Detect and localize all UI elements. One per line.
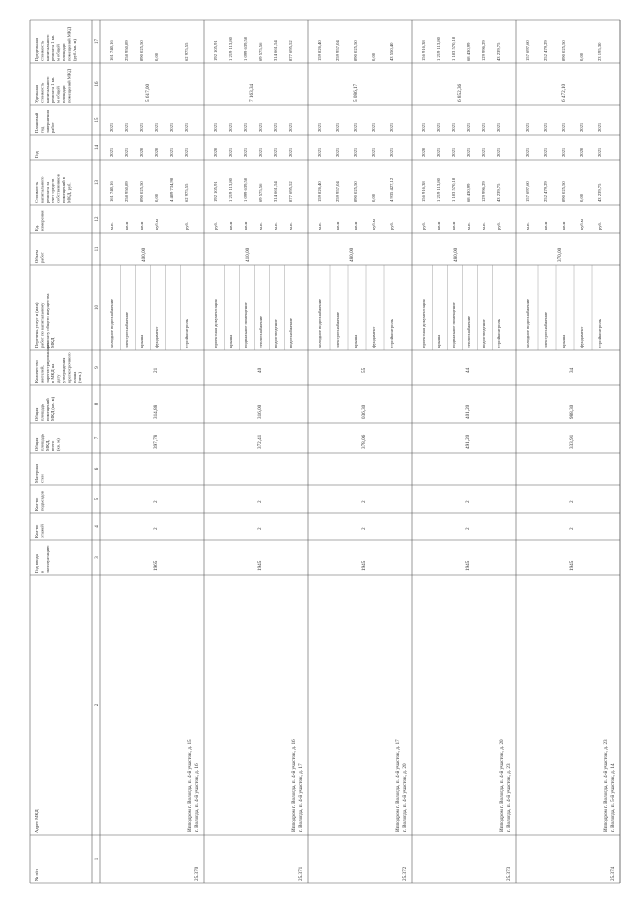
work-unit: кв.м [228, 221, 233, 230]
work-unit: кв.м [139, 221, 144, 230]
work-cost: 4 409 734,98 [169, 177, 174, 202]
work-plan-year: 2021 [353, 122, 358, 132]
row-year: 1945 [257, 560, 264, 571]
work-plan-year: 2021 [371, 122, 376, 132]
row-area-total: 372,41 [257, 434, 264, 449]
row-unit-cost: 7 163,34 [249, 83, 256, 102]
header-c11: Объемработ [34, 250, 45, 263]
row-year: 1965 [153, 560, 160, 571]
header-c6: Материалстен [34, 463, 45, 483]
row-unit-cost: 6 472,10 [561, 83, 568, 102]
work-plan-year: 2021 [317, 122, 322, 132]
work-cost: 69 575,56 [258, 183, 263, 202]
work-name: проектная документация [213, 299, 218, 348]
row-unit-cost: 5 617,00 [145, 83, 152, 102]
row-area-rooms: 036,30 [361, 404, 368, 419]
row-area-rooms: 314,88 [153, 404, 160, 419]
work-plan-year: 2021 [124, 122, 129, 132]
work-name: крыша [139, 334, 144, 348]
row-number: 25.372 [402, 866, 408, 881]
work-unit: кв.м [451, 221, 456, 230]
work-plan-year: 2021 [496, 122, 501, 132]
work-cost: 890 025,50 [139, 181, 144, 202]
column-number: 4 [95, 525, 100, 528]
work-name: электроснабжение [543, 311, 548, 348]
row-area-rooms: 988,30 [569, 404, 576, 419]
header-c16: Удельнаястоимостькапитальногоремонта 1 кв.м общейплощадипомещений МКД [34, 69, 72, 103]
work-cost: 0,00 [579, 193, 584, 202]
work-limit: 890 025,50 [353, 40, 358, 61]
work-year: 2020 [579, 147, 584, 157]
work-limit: 156 916,38 [421, 40, 426, 61]
row-address-alt: г. Вологда, п. 4-й участок, д. 20 [402, 763, 408, 832]
column-number: 15 [95, 117, 100, 123]
work-name: подвальное помещение [243, 302, 248, 348]
column-number: 14 [95, 145, 100, 150]
work-name: фундамент [154, 326, 159, 348]
work-cost: 1 219 113,80 [436, 178, 441, 202]
work-unit: м.п. [525, 222, 530, 230]
row-entrances: 2 [153, 500, 160, 503]
work-unit: куб.м [371, 219, 376, 230]
work-unit: м.п. [258, 222, 263, 230]
work-cost: 4 935 427,12 [389, 177, 394, 202]
row-address-alt: г. Вологда, п. 5-й участок, д. 14 [610, 763, 616, 832]
work-plan-year: 2021 [436, 122, 441, 132]
column-number: 1 [95, 857, 100, 861]
work-cost: 62 975,55 [184, 183, 189, 202]
work-plan-year: 2021 [109, 122, 114, 132]
row-floors: 2 [153, 527, 160, 530]
work-name: теплоснабжение [466, 315, 471, 348]
column-number: 6 [95, 467, 100, 471]
work-limit: 877 695,52 [288, 40, 293, 61]
work-year: 2020 [421, 147, 426, 157]
work-limit: 0,00 [579, 52, 584, 61]
work-cost: 258 950,89 [124, 181, 129, 202]
row-year: 1945 [361, 560, 368, 571]
work-limit: 890 025,50 [561, 40, 566, 61]
work-name: холодное водоснабжение [525, 298, 530, 348]
header-c12: Ед.измерения [34, 210, 45, 231]
work-plan-year: 2021 [228, 122, 233, 132]
work-name: фундамент [579, 326, 584, 348]
work-year: 2021 [525, 147, 530, 157]
work-plan-year: 2021 [273, 122, 278, 132]
work-name: стройконтроль [496, 319, 501, 348]
row-floors: 2 [257, 527, 264, 530]
row-area-total: 378,06 [361, 434, 368, 449]
work-unit: руб. [421, 222, 426, 230]
row-year: 1945 [569, 560, 576, 571]
work-unit: кв.м [335, 221, 340, 230]
work-plan-year: 2021 [451, 122, 456, 132]
work-limit: 43 239,75 [496, 42, 501, 61]
work-year: 2021 [451, 147, 456, 157]
row-number: 25.374 [610, 866, 616, 881]
work-year: 2021 [243, 147, 248, 157]
work-limit: 0,00 [371, 52, 376, 61]
work-plan-year: 2021 [525, 122, 530, 132]
work-plan-year: 2021 [597, 122, 602, 132]
work-limit: 1 219 113,80 [228, 37, 233, 61]
header-c1: № п/п [34, 869, 39, 881]
column-number: 16 [95, 81, 100, 87]
work-unit: руб. [213, 222, 218, 230]
work-limit: 23 195,30 [597, 42, 602, 61]
row-area-rooms: 316,00 [257, 404, 264, 419]
work-year: 2021 [353, 147, 358, 157]
work-unit: куб.м [579, 219, 584, 230]
column-number: 17 [95, 39, 100, 44]
work-name: стройконтроль [389, 319, 394, 348]
work-unit: куб.м [154, 219, 159, 230]
column-number: 3 [95, 556, 100, 559]
column-number: 10 [95, 305, 100, 310]
work-cost: 0,00 [154, 193, 159, 202]
work-limit: 161 740,16 [109, 40, 114, 61]
work-limit: 1 099 639,50 [243, 36, 248, 61]
work-limit: 252 479,29 [543, 40, 548, 61]
work-unit: руб. [184, 222, 189, 230]
row-year: 1945 [465, 560, 472, 571]
work-plan-year: 2021 [466, 122, 471, 132]
work-name: электроснабжение [124, 311, 129, 348]
header-c5: Кол-воподъездов [34, 491, 45, 511]
header-c8: ОбщаяплощадьпомещенийМКД (кв. м) [34, 396, 56, 421]
work-name: стройконтроль [184, 319, 189, 348]
work-cost: 161 740,16 [109, 181, 114, 202]
row-number: 25.370 [194, 866, 200, 881]
work-unit: кв.м [543, 221, 548, 230]
work-plan-year: 2021 [154, 122, 159, 132]
work-plan-year: 2021 [543, 122, 548, 132]
work-name: холодное водоснабжение [317, 298, 322, 348]
work-unit: кв.м [243, 221, 248, 230]
work-limit: 43 550,40 [389, 42, 394, 61]
column-number: 9 [95, 366, 100, 369]
work-unit: м.п. [317, 222, 322, 230]
header-c7: ОбщаяплощадьМКД,всего(кв. м) [34, 433, 61, 451]
row-area-total: 491,20 [465, 434, 472, 449]
header-c9: Количествожителей,зарегистрированныхв МКД надатуутверждениякраткосрочногоплана(чел.) [34, 342, 83, 383]
work-cost: 0,00 [371, 193, 376, 202]
work-year: 2021 [496, 147, 501, 157]
work-year: 2021 [169, 147, 174, 157]
row-volume: 480,00 [349, 247, 356, 262]
header-c2: Адрес МКД [34, 809, 39, 833]
work-year: 2021 [228, 147, 233, 157]
column-number: 8 [95, 402, 100, 406]
work-name: водоотведение [273, 319, 278, 348]
work-limit: 157 697,60 [525, 40, 530, 61]
work-cost: 259 957,04 [335, 181, 340, 202]
work-plan-year: 2021 [579, 122, 584, 132]
work-year: 2021 [258, 147, 263, 157]
work-year: 2021 [371, 147, 376, 157]
work-name: водоснабжение [288, 318, 293, 348]
work-limit: 129 996,29 [481, 40, 486, 61]
work-cost: 890 025,50 [353, 181, 358, 202]
work-plan-year: 2021 [389, 122, 394, 132]
row-entrances: 2 [465, 500, 472, 503]
work-year: 2021 [597, 147, 602, 157]
header-c15: Плановыйгодзавершенияработ [34, 110, 56, 133]
work-plan-year: 2021 [184, 122, 189, 132]
work-unit: м.п. [466, 222, 471, 230]
work-year: 2021 [288, 147, 293, 157]
work-cost: 1 219 113,80 [228, 178, 233, 202]
column-number: 2 [95, 703, 100, 707]
work-name: теплоснабжение [258, 315, 263, 348]
column-number: 11 [95, 246, 100, 252]
work-plan-year: 2021 [213, 122, 218, 132]
work-unit: м.п. [288, 222, 293, 230]
row-address-alt: г. Вологда, п. 4-й участок, д. 16 [194, 763, 200, 832]
row-address: Ипподром г. Вологда, п. 4-й участок, д. 17 [395, 739, 401, 832]
work-cost: 43 239,75 [496, 183, 501, 202]
work-year: 2021 [389, 147, 394, 157]
work-year: 2021 [543, 147, 548, 157]
work-cost: 159 826,40 [317, 181, 322, 202]
row-unit-cost: 6 852,36 [457, 83, 464, 102]
column-number: 5 [95, 497, 100, 501]
work-plan-year: 2021 [288, 122, 293, 132]
work-limit: 259 957,04 [335, 40, 340, 61]
work-cost: 252 479,29 [543, 181, 548, 202]
work-unit: м.п. [109, 222, 114, 230]
work-cost: 156 916,38 [421, 181, 426, 202]
work-name: подвальное помещение [451, 302, 456, 348]
work-cost: 890 025,50 [561, 181, 566, 202]
row-address: Ипподром г. Вологда, п. 4-й участок, д. 15 [187, 739, 193, 832]
row-address-alt: г. Вологда, п. 4-й участок, д. 17 [298, 763, 304, 832]
work-name: холодное водоснабжение [109, 298, 114, 348]
work-unit: кв.м [124, 221, 129, 230]
row-number: 25.371 [298, 866, 304, 881]
work-limit: 192 105,91 [213, 40, 218, 61]
row-number: 25.373 [506, 866, 512, 881]
header-c4: Кол-воэтажей [34, 524, 45, 538]
work-limit: 68 430,99 [466, 42, 471, 61]
work-plan-year: 2021 [335, 122, 340, 132]
work-limit: 890 025,50 [139, 40, 144, 61]
row-residents: 34 [569, 367, 576, 373]
work-limit: 314 661,54 [273, 40, 278, 61]
work-name: электроснабжение [335, 311, 340, 348]
work-year: 2020 [213, 147, 218, 157]
capital-repair-table [30, 20, 620, 883]
work-name: крыша [561, 334, 566, 348]
column-number: 7 [95, 436, 100, 440]
work-limit: 69 575,56 [258, 42, 263, 61]
column-number: 12 [95, 216, 100, 222]
work-name: водоотведение [481, 319, 486, 348]
row-address: Ипподром г. Вологда, п. 4-й участок, д. 20 [499, 739, 505, 832]
work-year: 2021 [561, 147, 566, 157]
row-area-total: 333,91 [569, 434, 576, 449]
work-year: 2021 [335, 147, 340, 157]
work-unit: м.п. [481, 222, 486, 230]
work-unit: м.п. [273, 222, 278, 230]
work-plan-year: 2021 [169, 122, 174, 132]
work-name: крыша [228, 334, 233, 348]
work-year: 2021 [273, 147, 278, 157]
work-unit: руб. [389, 222, 394, 230]
row-entrances: 2 [361, 500, 368, 503]
work-cost: 43 239,75 [597, 183, 602, 202]
work-unit: руб. [597, 222, 602, 230]
work-limit: 258 950,89 [124, 40, 129, 61]
work-year: 2021 [317, 147, 322, 157]
work-cost: 314 661,54 [273, 181, 278, 202]
row-floors: 2 [465, 527, 472, 530]
row-address-alt: г. Вологда, п. 4-й участок, д. 23 [506, 763, 512, 832]
header-c17: Предельнаястоимостькапитальногоремонта 1 кв.м общейплощадипомещений МКД(руб./кв. м) [34, 27, 77, 61]
work-cost: 192 105,91 [213, 181, 218, 202]
row-area-total: 397,78 [153, 434, 160, 449]
work-name: крыша [353, 334, 358, 348]
row-entrances: 2 [569, 500, 576, 503]
work-year: 2021 [466, 147, 471, 157]
row-floors: 2 [361, 527, 368, 530]
work-unit: кв.м [436, 221, 441, 230]
work-limit: 159 826,40 [317, 40, 322, 61]
work-cost: 157 697,60 [525, 181, 530, 202]
header-c10: Перечень услуг и (или)работ по капитальномуремонту общего имуществаМКД [34, 293, 56, 348]
work-unit: руб. [496, 222, 501, 230]
header-c3: Год вводавэксплуатацию [34, 545, 50, 573]
work-plan-year: 2021 [481, 122, 486, 132]
work-year: 2021 [124, 147, 129, 157]
work-plan-year: 2021 [258, 122, 263, 132]
row-area-rooms: 401,20 [465, 404, 472, 419]
work-plan-year: 2021 [139, 122, 144, 132]
work-name: фундамент [371, 326, 376, 348]
work-limit: 0,00 [154, 52, 159, 61]
work-year: 2021 [184, 147, 189, 157]
work-cost: 1 183 570,18 [451, 177, 456, 202]
row-volume: 410,00 [245, 247, 252, 262]
row-residents: 40 [257, 367, 264, 373]
work-plan-year: 2021 [421, 122, 426, 132]
work-cost: 1 099 639,50 [243, 177, 248, 202]
column-number: 13 [95, 180, 100, 185]
work-limit: 1 219 113,80 [436, 37, 441, 61]
work-year: 2021 [436, 147, 441, 157]
work-name: проектная документация [421, 299, 426, 348]
row-entrances: 2 [257, 500, 264, 503]
work-year: 2021 [481, 147, 486, 157]
work-plan-year: 2021 [243, 122, 248, 132]
work-unit: кв.м [353, 221, 358, 230]
row-residents: 21 [153, 367, 160, 373]
row-address: Ипподром г. Вологда, п. 4-й участок, д. 23 [603, 739, 609, 832]
work-unit: кв.м [561, 221, 566, 230]
row-unit-cost: 5 086,17 [353, 83, 360, 102]
row-residents: 44 [465, 367, 472, 373]
work-year: 2021 [109, 147, 114, 157]
row-volume: 400,00 [141, 247, 148, 262]
work-year: 2020 [139, 147, 144, 157]
work-year: 2020 [154, 147, 159, 157]
work-cost: 877 695,52 [288, 181, 293, 202]
work-cost: 68 430,99 [466, 183, 471, 202]
row-address: Ипподром г. Вологда, п. 4-й участок, д. 16 [291, 739, 297, 832]
work-cost: 129 996,29 [481, 181, 486, 202]
work-plan-year: 2021 [561, 122, 566, 132]
work-limit: 1 183 570,18 [451, 36, 456, 61]
row-volume: 480,00 [453, 247, 460, 262]
work-name: крыша [436, 334, 441, 348]
row-floors: 2 [569, 527, 576, 530]
row-residents: 55 [361, 367, 368, 373]
work-name: стройконтроль [597, 319, 602, 348]
header-c14: Год [34, 151, 39, 158]
row-volume: 370,00 [557, 247, 564, 262]
header-c13: Стоимостькапитальногоремонта засчет средствсобственниковпомещений вМКД, руб. [34, 174, 72, 203]
work-limit: 62 975,55 [184, 42, 189, 61]
